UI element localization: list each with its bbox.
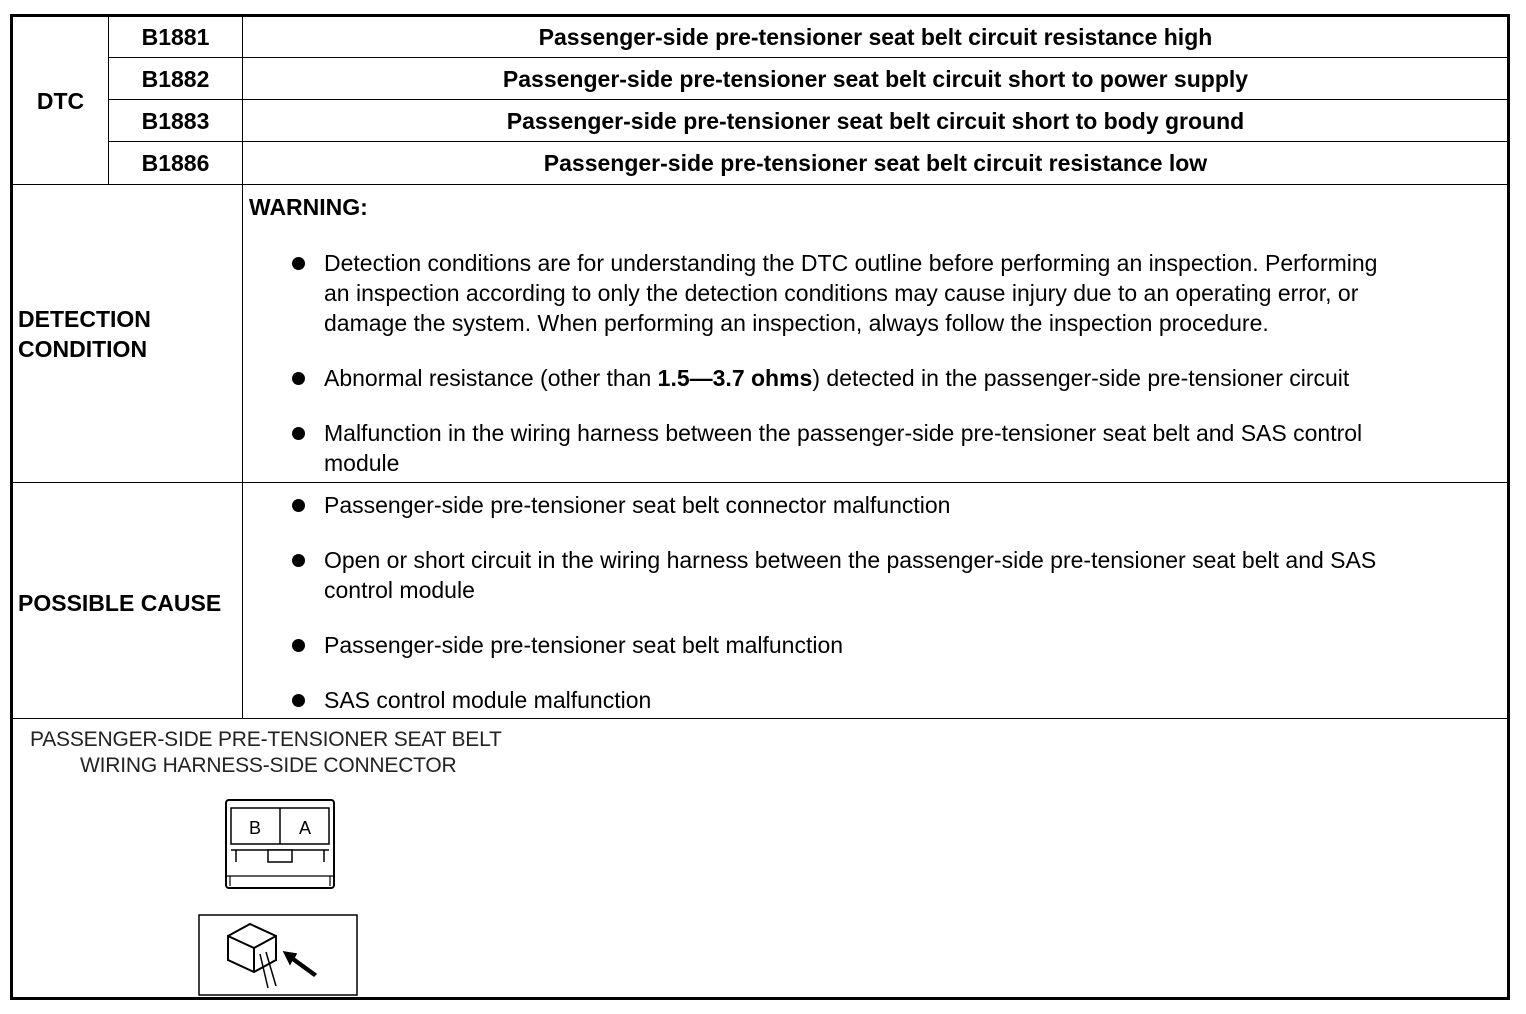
dtc-description: Passenger-side pre-tensioner seat belt circuit short to body ground	[506, 108, 1245, 134]
bullet-text: an inspection according to only the detection conditions may cause injury due to an operating error, or	[324, 280, 1359, 306]
divider	[108, 141, 1508, 142]
detection-label-line1: DETECTION	[18, 306, 151, 332]
terminal-label-a: A	[298, 818, 312, 838]
detection-bullet	[290, 363, 1490, 393]
connector-lock-tab	[268, 850, 292, 862]
bullet-icon	[292, 639, 305, 652]
figure-caption-line1: PASSENGER-SIDE PRE-TENSIONER SEAT BELT	[30, 728, 502, 751]
bullet-icon	[292, 257, 305, 270]
bullet-icon	[292, 499, 305, 512]
possible-cause-label: POSSIBLE CAUSE	[18, 590, 222, 616]
bullet-text: Detection conditions are for understanding the DTC outline before performing an inspection. Performing	[324, 250, 1378, 276]
bullet-text: Passenger-side pre-tensioner seat belt connector malfunction	[324, 492, 951, 518]
dtc-code: B1882	[141, 66, 210, 92]
warning-heading: WARNING:	[249, 194, 368, 220]
bullet-text: Open or short circuit in the wiring harness between the passenger-side pre-tensioner seat belt and SAS	[324, 547, 1377, 573]
bullet-text: Malfunction in the wiring harness between the passenger-side pre-tensioner seat belt and SAS control	[324, 420, 1363, 446]
icon-frame	[199, 915, 357, 995]
connector-diagram	[222, 798, 338, 892]
terminal-label-b: B	[248, 818, 262, 838]
dtc-code: B1883	[141, 108, 210, 134]
bullet-text: Passenger-side pre-tensioner seat belt malfunction	[324, 632, 844, 658]
dtc-code: B1881	[141, 24, 210, 50]
bullet-icon	[292, 554, 305, 567]
cause-bullet	[290, 685, 1490, 715]
divider	[108, 99, 1508, 100]
bullet-icon	[292, 427, 305, 440]
bullet-text: Abnormal resistance (other than	[324, 365, 658, 391]
figure-caption-line2: WIRING HARNESS-SIDE CONNECTOR	[80, 754, 457, 777]
cause-bullet	[290, 630, 1490, 660]
dtc-description: Passenger-side pre-tensioner seat belt circuit resistance low	[543, 150, 1208, 176]
bullet-icon	[292, 372, 305, 385]
bullet-text: damage the system. When performing an inspection, always follow the inspection procedure.	[324, 310, 1269, 336]
detection-bullet	[290, 418, 1490, 478]
dtc-code: B1886	[141, 150, 210, 176]
cause-bullet	[290, 545, 1490, 605]
bullet-text: control module	[324, 577, 475, 603]
divider	[13, 482, 1508, 483]
connector-view-icon	[198, 914, 358, 996]
detection-label-line2: CONDITION	[18, 336, 148, 362]
dtc-description: Passenger-side pre-tensioner seat belt circuit resistance high	[538, 24, 1213, 50]
bullet-text: SAS control module malfunction	[324, 687, 652, 713]
dtc-label: DTC	[36, 88, 85, 114]
bullet-text: module	[324, 450, 400, 476]
bullet-text: ) detected in the passenger-side pre-tensioner circuit	[812, 365, 1350, 391]
divider	[13, 184, 1508, 185]
detection-label	[18, 304, 151, 364]
detection-bullet	[290, 248, 1490, 338]
cause-bullet	[290, 490, 1490, 520]
bullet-icon	[292, 694, 305, 707]
divider	[13, 718, 1508, 719]
dtc-description: Passenger-side pre-tensioner seat belt circuit short to power supply	[502, 66, 1249, 92]
divider	[108, 57, 1508, 58]
resistance-value: 1.5—3.7 ohms	[657, 365, 813, 391]
